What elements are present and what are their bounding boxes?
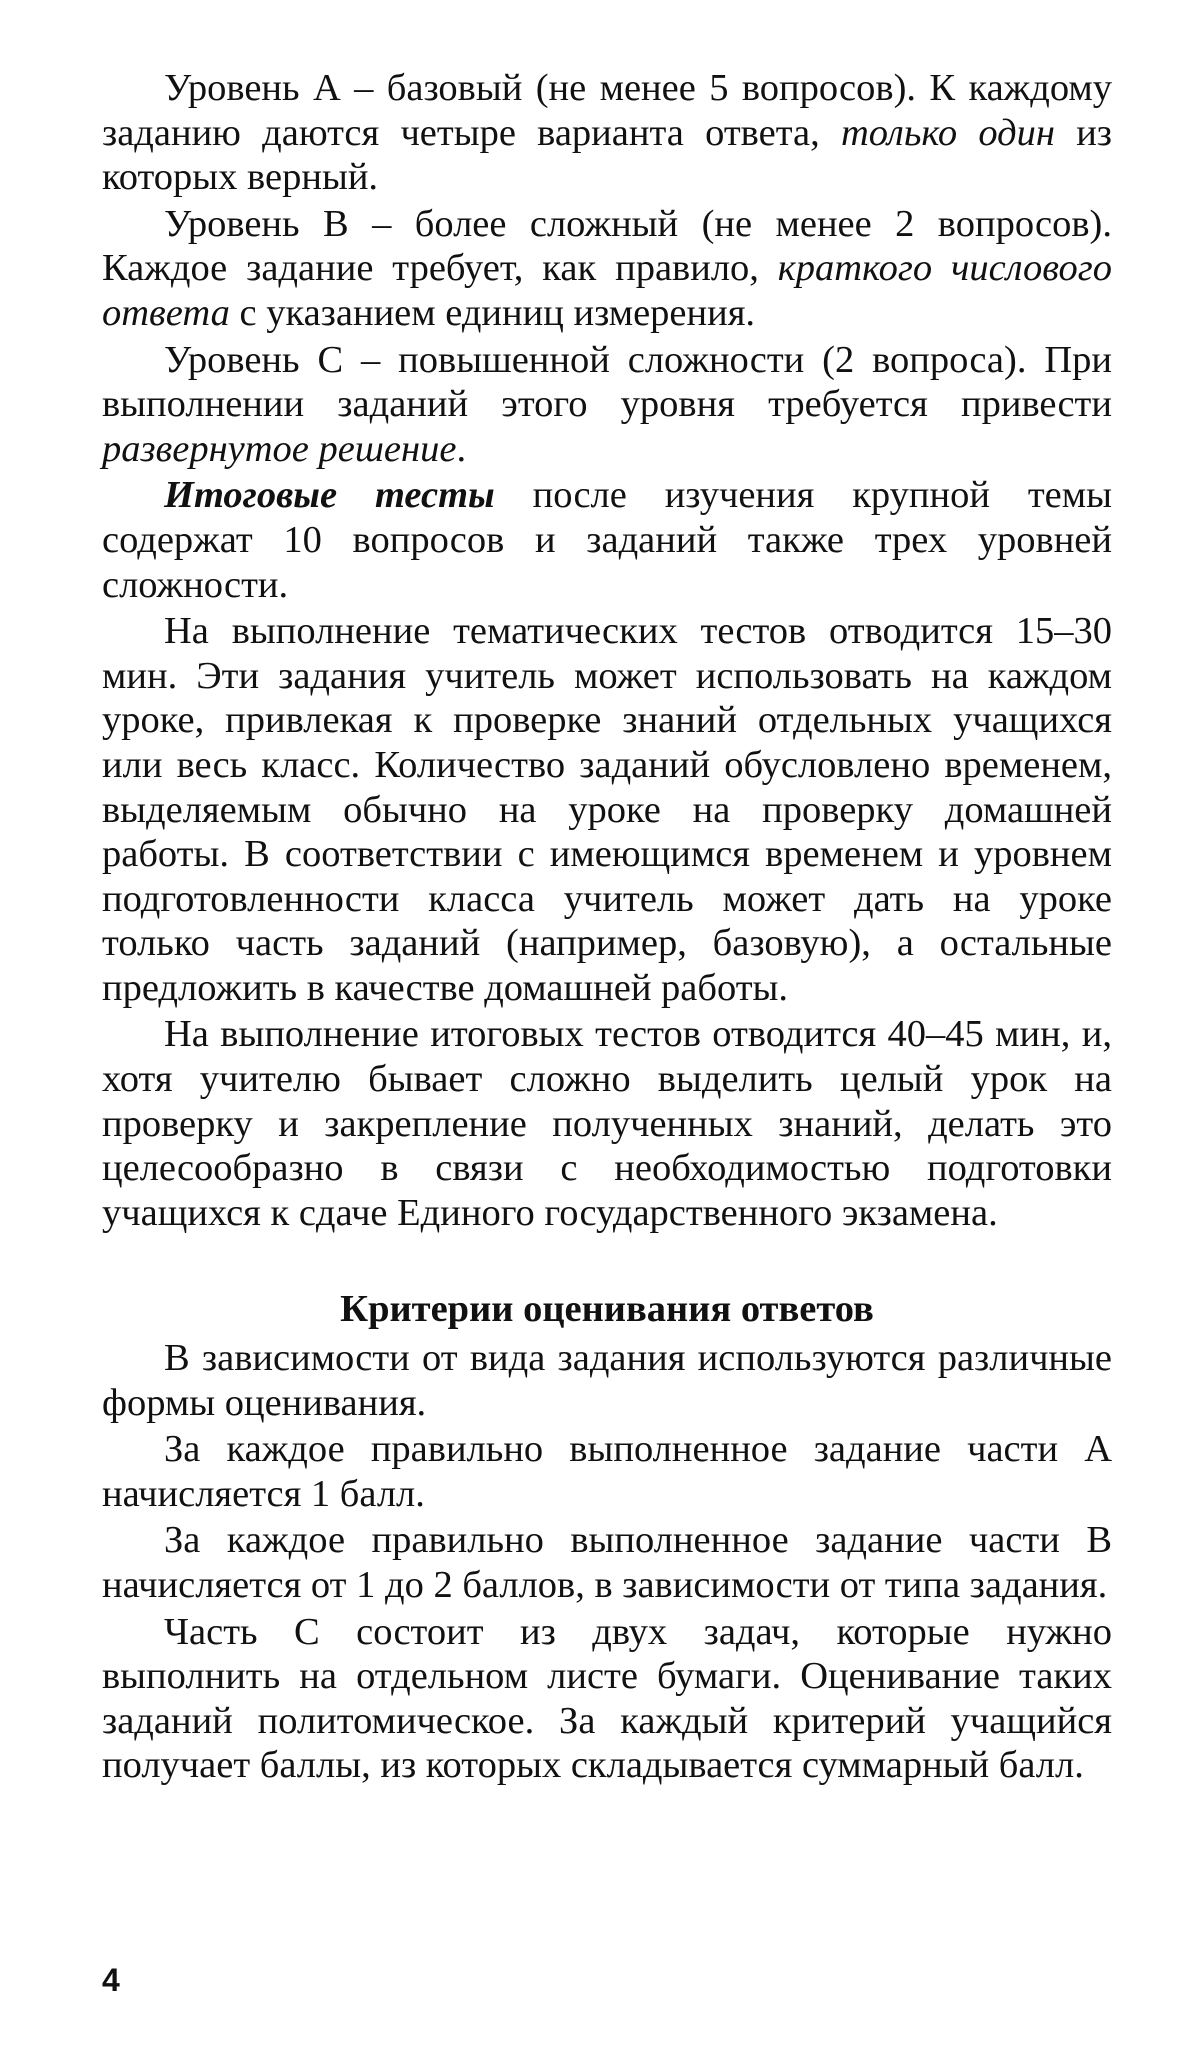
paragraph-text: после изучения крупной темы содержат 10 вопросов и заданий также трех уровней сложности.: [102, 474, 1112, 606]
paragraph-part-a: За каждое правильно выполненное задание части А начисляется 1 балл.: [102, 1428, 1112, 1515]
paragraph-text: Уровень А – базовый (не менее 5 вопросов). К каждому заданию даются четыре варианта ответа,: [102, 67, 1112, 154]
emphasis-text: краткого числового ответа: [102, 247, 1112, 334]
paragraph-level-a: [102, 66, 1112, 200]
paragraph-final-tests: [102, 473, 1112, 607]
paragraph-final-time: На выполнение итоговых тестов отводится 40–45 мин, и, хотя учителю бывает сложно выделить целый урок на проверку и закрепление полученных знаний, делать это целесообразно в связи с необходимостью подготовки учащихся к сдаче Единого государственного экзамена.: [102, 1013, 1112, 1234]
paragraph-thematic-time: На выполнение тематических тестов отводится 15–30 мин. Эти задания учитель может использовать на каждом уроке, привлекая к проверке знаний отдельных учащихся или весь класс. Количество заданий обусловлено временем, выделяемым обычно на уроке на проверку домашней работы. В соответствии с имеющимся временем и уровнем подготовленности класса учитель может дать на уроке только часть заданий (например, базовую), а остальные предложить в качестве домашней работы.: [102, 610, 1112, 1009]
section-heading: Критерии оценивания ответов: [340, 1288, 874, 1331]
paragraph-text: Уровень С – повышенной сложности (2 вопроса). При выполнении заданий этого уровня требуется привести: [102, 338, 1112, 426]
paragraph-text: .: [456, 427, 467, 470]
emphasis-text: развернутое решение: [102, 427, 457, 470]
emphasis-text: только один: [840, 111, 1055, 154]
paragraph-part-b: За каждое правильно выполненное задание части В начисляется от 1 до 2 баллов, в зависимости от типа задания.: [102, 1519, 1112, 1606]
paragraph-level-c: [102, 338, 1112, 472]
paragraph-part-c: Часть С состоит из двух задач, которые нужно выполнить на отдельном листе бумаги. Оценивание таких заданий политомическое. За каждый критерий учащийся получает баллы, из которых складывается суммарный балл.: [102, 1610, 1112, 1787]
paragraph-text: из которых верный.: [102, 111, 1113, 199]
page-number: 4: [102, 1962, 120, 1998]
paragraph-text: с указанием единиц измерения.: [229, 291, 756, 334]
page-body: [102, 66, 1112, 1788]
paragraph-forms: В зависимости от вида задания используются различные формы оценивания.: [102, 1337, 1112, 1424]
bold-italic-term: Итоговые тесты: [164, 474, 495, 517]
paragraph-text: Уровень В – более сложный (не менее 2 вопросов). Каждое задание требует, как правило,: [102, 202, 1112, 290]
paragraph-level-b: [102, 202, 1112, 336]
